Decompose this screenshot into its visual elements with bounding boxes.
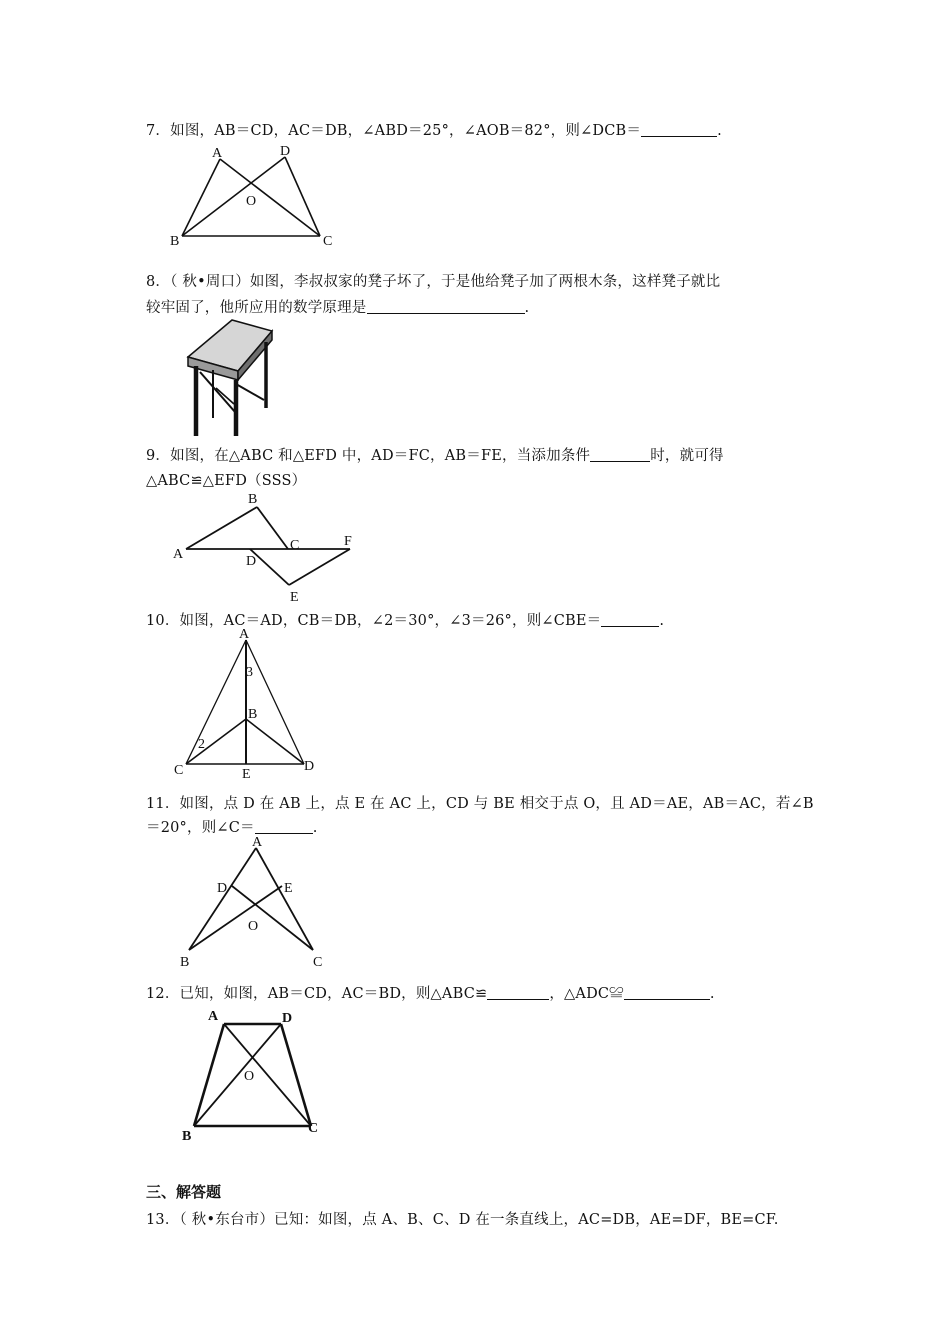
q9-label-e: E — [290, 590, 299, 605]
q8-answer-blank[interactable] — [367, 299, 525, 314]
q11-label-a: A — [252, 835, 263, 850]
q12-label-c: C — [308, 1121, 319, 1136]
section-heading: 三、解答题 — [146, 1183, 222, 1201]
q11-stem: ＝20°，则∠C＝ — [146, 820, 255, 836]
q12-label-d: D — [282, 1011, 293, 1026]
q7-label-a: A — [212, 146, 223, 161]
q12-label-o: O — [244, 1069, 255, 1084]
q7-label-d: D — [280, 144, 291, 159]
q7-figure — [160, 140, 350, 252]
q10-label-e: E — [242, 767, 251, 782]
q9-label-f: F — [344, 534, 352, 549]
q7-end: . — [717, 123, 722, 139]
q12-answer-blank-1[interactable] — [487, 985, 549, 1000]
q13-text: 13．（ 秋•东台市）已知：如图，点 A、B、C、D 在一条直线上，AC=DB，AE=DF，BE=CF. — [146, 1212, 779, 1228]
q12-stem-mid: ，△ADC≌ — [549, 986, 624, 1002]
q9-stem-end: 时，就可得 — [650, 448, 724, 464]
q10-label-b: B — [248, 707, 258, 722]
q11-line1: 11．如图，点 D 在 AB 上，点 E 在 AC 上，CD 与 BE 相交于点 O，且 AD＝AE，AB＝AC，若∠B — [146, 796, 814, 812]
q12-stem: 12．已知，如图，AB＝CD，AC＝BD，则△ABC≌ — [146, 986, 488, 1002]
q8-stool-image — [180, 316, 280, 438]
q11-label-o: O — [248, 919, 259, 934]
q9-line1 — [146, 444, 724, 465]
q10-end: . — [659, 613, 665, 629]
q12-label-a: A — [208, 1009, 219, 1024]
q11-label-b: B — [180, 955, 190, 970]
q9-label-d: D — [246, 554, 257, 569]
q9-answer-blank[interactable] — [590, 447, 650, 462]
q9-label-a: A — [173, 547, 184, 562]
q11-label-c: C — [313, 955, 323, 970]
q9-label-c: C — [290, 538, 300, 553]
q8-line1: 8．（ 秋•周口）如图，李叔叔家的凳子坏了，于是他给凳子加了两根木条，这样凳子就比 — [146, 274, 721, 290]
q12-answer-blank-2[interactable] — [624, 985, 710, 1000]
q12-end: . — [709, 986, 715, 1002]
q10-label-3: 3 — [246, 665, 253, 680]
q8-stem: 较牢固了，他所应用的数学原理是 — [146, 300, 367, 316]
q11-end: . — [312, 820, 318, 836]
q10-label-d: D — [304, 759, 315, 774]
q10-answer-blank[interactable] — [601, 612, 659, 627]
q10-label-c: C — [174, 763, 184, 778]
q11-figure — [170, 832, 340, 972]
q11-label-e: E — [284, 881, 293, 896]
q10-label-2: 2 — [198, 737, 205, 752]
q12-label-b: B — [182, 1129, 192, 1144]
q7-stem: 7．如图，AB＝CD，AC＝DB，∠ABD＝25°，∠AOB＝82°，则∠DCB＝ — [146, 123, 642, 139]
q10-stem: 10．如图，AC＝AD，CB＝DB，∠2＝30°，∠3＝26°，则∠CBE＝ — [146, 613, 602, 629]
q7-label-o: O — [246, 194, 257, 209]
q12-figure — [176, 1004, 336, 1144]
q7-answer-blank[interactable] — [641, 122, 717, 137]
q10-figure — [168, 626, 328, 784]
q9-line2: △ABC≌△EFD（SSS） — [146, 473, 307, 489]
q7-text — [146, 119, 722, 140]
q8-line2 — [146, 296, 529, 317]
q10-label-a: A — [239, 627, 250, 642]
q7-label-b: B — [170, 234, 180, 249]
q9-figure — [170, 488, 370, 608]
q11-label-d: D — [217, 881, 228, 896]
q7-label-c: C — [323, 234, 333, 249]
q12-text — [146, 982, 715, 1003]
q9-label-b: B — [248, 492, 258, 507]
q8-end: . — [524, 300, 530, 316]
q9-stem: 9．如图，在△ABC 和△EFD 中，AD＝FC，AB＝FE，当添加条件 — [146, 448, 591, 464]
